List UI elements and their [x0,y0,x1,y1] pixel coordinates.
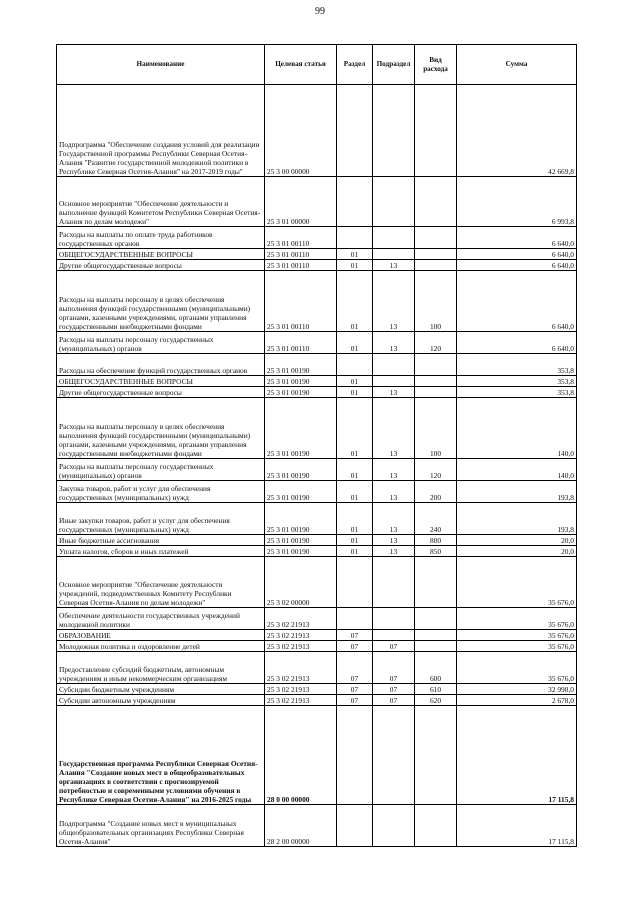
cell-subsection: 13 [373,535,415,546]
cell-sum: 35 676,0 [457,608,577,630]
cell-target: 25 3 01 00110 [265,271,337,332]
table-row [57,535,577,546]
cell-name: Закупка товаров, работ и услуг для обеспечения государственных (муниципальных) нужд [57,481,265,503]
cell-subsection: 13 [373,332,415,354]
cell-name: Расходы на выплаты персоналу государственных (муниципальных) органов [57,332,265,354]
cell-subsection: 07 [373,684,415,695]
cell-section: 07 [337,652,373,684]
cell-name: Обеспечение деятельности государственных учреждений молодежной политики [57,608,265,630]
cell-sum: 140,0 [457,398,577,459]
cell-target: 25 3 02 21913 [265,695,337,706]
cell-section: 07 [337,630,373,641]
header-subsection: Подраздел [373,45,415,85]
header-sum: Сумма [457,45,577,85]
table-row [57,85,577,177]
cell-target: 25 3 02 21913 [265,641,337,652]
cell-subsection: 13 [373,387,415,398]
cell-target: 25 3 00 00000 [265,85,337,177]
table-row [57,177,577,227]
cell-type: 120 [415,459,457,481]
cell-type [415,354,457,376]
cell-subsection [373,85,415,177]
table-row [57,503,577,535]
cell-section [337,706,373,805]
table-row [57,546,577,557]
cell-name: Расходы на выплаты по оплате труда работников государственных органов [57,227,265,249]
cell-name: Основное мероприятие "Обеспечение деятельности учреждений, подведомственных Комитету Республики Северная Осетия-Алания по делам молодежи" [57,557,265,608]
table-row [57,652,577,684]
cell-subsection: 13 [373,481,415,503]
cell-name: Уплата налогов, сборов и иных платежей [57,546,265,557]
cell-subsection: 07 [373,652,415,684]
cell-section: 01 [337,387,373,398]
cell-section: 01 [337,481,373,503]
cell-type [415,557,457,608]
cell-target: 25 3 01 00190 [265,398,337,459]
cell-section: 07 [337,695,373,706]
cell-name: Расходы на выплаты персоналу в целях обеспечения выполнения функций государственными (муниципальными) органами, казенными учреждениями, органами управления государственными внебюджетными фондами [57,271,265,332]
cell-name: Другие общегосударственные вопросы [57,260,265,271]
cell-target: 25 3 01 00190 [265,387,337,398]
cell-target: 25 3 01 00110 [265,260,337,271]
cell-type [415,608,457,630]
cell-name: Молодежная политика и оздоровление детей [57,641,265,652]
cell-type [415,260,457,271]
cell-sum: 17 115,8 [457,805,577,847]
cell-name: Основное мероприятие "Обеспечение деятельности и выполнение функций Комитетом Республики Северная Осетия-Алания по делам молодежи" [57,177,265,227]
cell-name: Иные бюджетные ассигнования [57,535,265,546]
table-row [57,376,577,387]
cell-section [337,354,373,376]
cell-subsection [373,249,415,260]
cell-subsection: 13 [373,398,415,459]
cell-sum: 193,8 [457,503,577,535]
cell-subsection [373,805,415,847]
cell-target: 25 3 01 00190 [265,354,337,376]
cell-sum: 193,8 [457,481,577,503]
cell-sum: 32 998,0 [457,684,577,695]
cell-subsection [373,557,415,608]
table-row [57,805,577,847]
table-row [57,227,577,249]
cell-section: 01 [337,332,373,354]
cell-target: 25 3 01 00190 [265,459,337,481]
cell-sum: 35 676,0 [457,641,577,652]
table-row [57,706,577,805]
cell-sum: 6 640,0 [457,332,577,354]
table-row [57,481,577,503]
cell-sum: 6 993,8 [457,177,577,227]
cell-name: ОБРАЗОВАНИЕ [57,630,265,641]
cell-sum: 35 676,0 [457,630,577,641]
cell-name: Расходы на обеспечение функций государственных органов [57,354,265,376]
cell-type [415,376,457,387]
cell-subsection [373,376,415,387]
cell-subsection: 07 [373,695,415,706]
table-row [57,249,577,260]
table-row [57,557,577,608]
page-number: 99 [315,6,325,17]
cell-type [415,630,457,641]
cell-subsection: 13 [373,503,415,535]
cell-subsection: 13 [373,546,415,557]
cell-sum: 6 640,0 [457,227,577,249]
cell-type: 120 [415,332,457,354]
cell-subsection [373,354,415,376]
cell-section [337,227,373,249]
cell-target: 25 3 01 00190 [265,503,337,535]
cell-section: 01 [337,260,373,271]
cell-section [337,85,373,177]
cell-target: 25 3 02 21913 [265,652,337,684]
table-row [57,641,577,652]
cell-type [415,227,457,249]
cell-sum: 6 640,0 [457,260,577,271]
cell-name: Подпрограмма "Обеспечение создания условий для реализации Государственной программы Республики Северная Осетия-Алания "Развитие государственной молодежной политики в Республике Северная Осетия-Алания" на 2017-2019 годы" [57,85,265,177]
cell-subsection: 07 [373,641,415,652]
table-row [57,271,577,332]
cell-section [337,608,373,630]
cell-subsection [373,177,415,227]
cell-type: 600 [415,652,457,684]
cell-target: 25 3 02 21913 [265,630,337,641]
cell-sum: 20,0 [457,546,577,557]
table-row [57,387,577,398]
cell-type: 200 [415,481,457,503]
cell-name: Субсидии автономным учреждениям [57,695,265,706]
cell-section: 07 [337,684,373,695]
cell-type: 620 [415,695,457,706]
cell-name: Субсидии бюджетным учреждениям [57,684,265,695]
cell-target: 28 0 00 00000 [265,706,337,805]
cell-target: 25 3 02 00000 [265,557,337,608]
header-name: Наименование [57,45,265,85]
cell-type [415,387,457,398]
table-header-row [57,45,577,85]
cell-type [415,706,457,805]
cell-sum: 42 669,8 [457,85,577,177]
cell-subsection [373,706,415,805]
cell-type: 100 [415,398,457,459]
cell-section: 01 [337,398,373,459]
cell-type: 100 [415,271,457,332]
cell-sum: 353,8 [457,387,577,398]
cell-target: 25 3 01 00110 [265,332,337,354]
table-row [57,684,577,695]
cell-section: 01 [337,503,373,535]
cell-name: Предоставление субсидий бюджетным, автономным учреждениям и иным некоммерческим организациям [57,652,265,684]
cell-sum: 17 115,8 [457,706,577,805]
cell-sum: 140,0 [457,459,577,481]
cell-section: 01 [337,535,373,546]
cell-sum: 353,8 [457,354,577,376]
cell-name: Государственная программа Республики Северная Осетия-Алания "Создание новых мест в общеобразовательных организациях в соответствии с прогнозируемой потребностью и современными условиями обучения в Республике Северная Осетия-Алания" на 2016-2025 годы [57,706,265,805]
cell-target: 25 3 02 21913 [265,684,337,695]
table-row [57,354,577,376]
cell-subsection [373,630,415,641]
cell-subsection [373,608,415,630]
cell-section: 07 [337,641,373,652]
header-type: Вид расхода [415,45,457,85]
cell-subsection: 13 [373,271,415,332]
cell-type [415,177,457,227]
header-section: Раздел [337,45,373,85]
cell-section [337,177,373,227]
cell-name: Подпрограмма "Создание новых мест в муниципальных общеобразовательных организациях Республики Северная Осетия-Алания" [57,805,265,847]
cell-section: 01 [337,249,373,260]
cell-target: 25 3 01 00190 [265,376,337,387]
cell-name: ОБЩЕГОСУДАРСТВЕННЫЕ ВОПРОСЫ [57,249,265,260]
cell-section: 01 [337,376,373,387]
table-row [57,695,577,706]
cell-target: 25 3 01 00190 [265,546,337,557]
cell-sum: 2 678,0 [457,695,577,706]
cell-sum: 35 676,0 [457,652,577,684]
cell-subsection: 13 [373,260,415,271]
cell-sum: 6 640,0 [457,271,577,332]
cell-name: Расходы на выплаты персоналу государственных (муниципальных) органов [57,459,265,481]
cell-name: Иные закупки товаров, работ и услуг для обеспечения государственных (муниципальных) нужд [57,503,265,535]
cell-type: 850 [415,546,457,557]
cell-target: 25 3 02 21913 [265,608,337,630]
cell-type: 240 [415,503,457,535]
cell-type [415,249,457,260]
table-row [57,398,577,459]
cell-target: 28 2 00 00000 [265,805,337,847]
cell-target: 25 3 01 00110 [265,249,337,260]
cell-subsection: 13 [373,459,415,481]
cell-section [337,557,373,608]
cell-subsection [373,227,415,249]
cell-sum: 20,0 [457,535,577,546]
table-row [57,608,577,630]
cell-type: 610 [415,684,457,695]
cell-sum: 6 640,0 [457,249,577,260]
table-row [57,332,577,354]
table-row [57,260,577,271]
table-row [57,459,577,481]
cell-type [415,805,457,847]
cell-section: 01 [337,271,373,332]
cell-sum: 353,8 [457,376,577,387]
header-target: Целевая статья [265,45,337,85]
table-row [57,630,577,641]
cell-section: 01 [337,546,373,557]
cell-target: 25 3 01 00190 [265,481,337,503]
cell-sum: 35 676,0 [457,557,577,608]
cell-section [337,805,373,847]
budget-table [56,44,577,847]
cell-name: Другие общегосударственные вопросы [57,387,265,398]
cell-name: ОБЩЕГОСУДАРСТВЕННЫЕ ВОПРОСЫ [57,376,265,387]
cell-target: 25 3 01 00000 [265,177,337,227]
cell-type [415,641,457,652]
cell-target: 25 3 01 00190 [265,535,337,546]
cell-target: 25 3 01 00110 [265,227,337,249]
cell-type: 800 [415,535,457,546]
cell-section: 01 [337,459,373,481]
cell-type [415,85,457,177]
cell-name: Расходы на выплаты персоналу в целях обеспечения выполнения функций государственными (муниципальными) органами, казенными учреждениями, органами управления государственными внебюджетными фондами [57,398,265,459]
